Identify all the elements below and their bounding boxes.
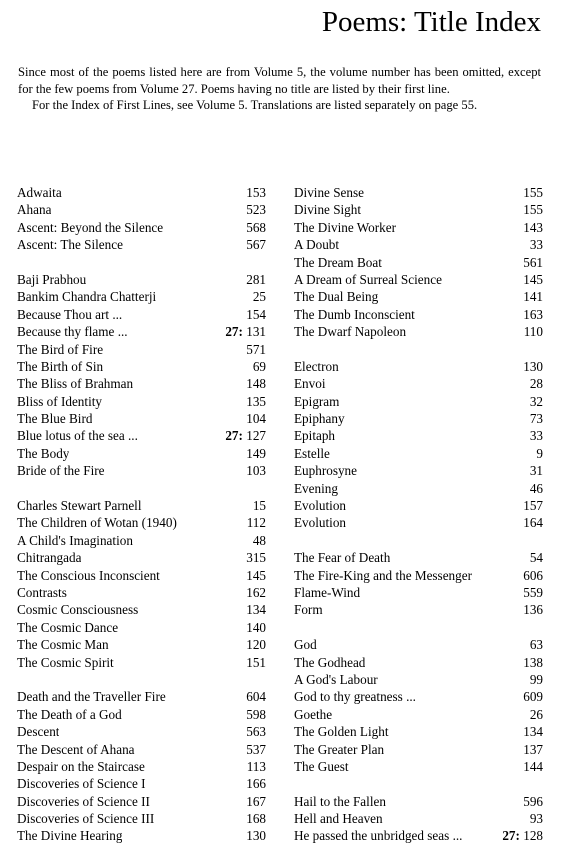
poem-title: God bbox=[294, 637, 317, 653]
index-entry bbox=[294, 393, 543, 410]
page-number: 167 bbox=[246, 793, 266, 809]
index-entry bbox=[17, 810, 266, 827]
index-entry bbox=[294, 236, 543, 253]
page-number: 153 bbox=[246, 185, 266, 200]
section-gap bbox=[294, 532, 543, 549]
index-entry bbox=[17, 445, 266, 462]
index-entry bbox=[294, 793, 543, 810]
index-entry bbox=[294, 758, 543, 775]
index-entry bbox=[17, 723, 266, 740]
poem-title: Ascent: Beyond the Silence bbox=[17, 219, 164, 235]
page-number: 155 bbox=[523, 202, 543, 218]
index-entry bbox=[17, 601, 266, 618]
page-number: 606 bbox=[523, 567, 543, 583]
page-number: 140 bbox=[246, 619, 266, 635]
poem-title: Despair on the Staircase bbox=[17, 758, 145, 774]
poem-title: A Child's Imagination bbox=[17, 532, 133, 548]
poem-title: The Bliss of Brahman bbox=[17, 376, 134, 392]
index-entry bbox=[17, 341, 266, 358]
poem-title: Ahana bbox=[17, 202, 52, 218]
index-entry bbox=[17, 532, 266, 549]
page-number: 73 bbox=[529, 411, 543, 427]
poem-title: Form bbox=[294, 602, 323, 618]
index-entry bbox=[294, 427, 543, 444]
page-number: 135 bbox=[246, 393, 266, 409]
poem-title: Goethe bbox=[294, 706, 333, 722]
index-entry bbox=[17, 549, 266, 566]
poem-title: The Death of a God bbox=[17, 706, 122, 722]
page-number: 104 bbox=[246, 411, 266, 427]
index-entry bbox=[17, 514, 266, 531]
page-number: 32 bbox=[529, 393, 543, 409]
poem-title: Discoveries of Science III bbox=[17, 811, 155, 827]
poem-title: The Birth of Sin bbox=[17, 358, 104, 374]
index-entry bbox=[294, 810, 543, 827]
poem-title: The Dream Boat bbox=[294, 254, 382, 270]
page-number: 134 bbox=[523, 724, 543, 740]
poem-title: The Cosmic Spirit bbox=[17, 654, 114, 670]
index-entry bbox=[17, 793, 266, 810]
index-entry bbox=[294, 358, 543, 375]
index-entry bbox=[17, 741, 266, 758]
poem-title: Baji Prabhou bbox=[17, 271, 87, 287]
index-entry bbox=[17, 201, 266, 218]
index-entry bbox=[294, 688, 543, 705]
index-entry bbox=[17, 619, 266, 636]
index-entry bbox=[294, 741, 543, 758]
page-number: 26 bbox=[529, 706, 543, 722]
index-entry bbox=[17, 775, 266, 792]
page-number: 162 bbox=[246, 584, 266, 600]
index-entry bbox=[17, 184, 266, 201]
page-number: 141 bbox=[523, 289, 543, 305]
index-entry bbox=[17, 236, 266, 253]
index-entry bbox=[17, 323, 266, 340]
poem-title: A Dream of Surreal Science bbox=[294, 271, 442, 287]
poem-title: The Dumb Inconscient bbox=[294, 306, 415, 322]
page-number: 148 bbox=[246, 376, 266, 392]
poem-title: The Dual Being bbox=[294, 289, 379, 305]
volume-number: 27: bbox=[225, 324, 243, 340]
poem-title: Electron bbox=[294, 358, 339, 374]
page-number: 143 bbox=[523, 219, 543, 235]
poem-title: The Divine Worker bbox=[294, 219, 396, 235]
poem-title: Discoveries of Science II bbox=[17, 793, 150, 809]
page-number: 63 bbox=[529, 637, 543, 653]
poem-title: Estelle bbox=[294, 445, 330, 461]
index-entry bbox=[17, 567, 266, 584]
index-entry bbox=[17, 393, 266, 410]
poem-title: Divine Sight bbox=[294, 202, 362, 218]
index-entry bbox=[294, 462, 543, 479]
index-entry bbox=[294, 254, 543, 271]
poem-title: The Blue Bird bbox=[17, 411, 93, 427]
index-entry bbox=[294, 584, 543, 601]
page-number: 28 bbox=[529, 376, 543, 392]
poem-title: The Guest bbox=[294, 758, 349, 774]
section-gap bbox=[17, 671, 266, 688]
poem-title: Evening bbox=[294, 480, 338, 496]
poem-title: The Children of Wotan (1940) bbox=[17, 515, 177, 531]
poem-title: The Cosmic Dance bbox=[17, 619, 119, 635]
page-number: 113 bbox=[246, 758, 266, 774]
page-number: 15 bbox=[252, 498, 266, 514]
section-gap bbox=[17, 254, 266, 271]
volume-number: 27: bbox=[225, 428, 243, 444]
poem-title: The Bird of Fire bbox=[17, 341, 104, 357]
index-entry bbox=[17, 497, 266, 514]
index-entry bbox=[17, 706, 266, 723]
poem-title: He passed the unbridged seas ... bbox=[294, 828, 463, 844]
page-number: 571 bbox=[246, 341, 266, 357]
poem-title: Contrasts bbox=[17, 584, 67, 600]
page-number: 164 bbox=[523, 515, 543, 531]
poem-title: Bankim Chandra Chatterji bbox=[17, 289, 157, 305]
index-entry bbox=[294, 480, 543, 497]
poem-title: The Conscious Inconscient bbox=[17, 567, 160, 583]
index-entry bbox=[17, 271, 266, 288]
index-entry bbox=[294, 601, 543, 618]
page-number: 145 bbox=[246, 567, 266, 583]
index-entry bbox=[294, 654, 543, 671]
page-number: 137 bbox=[523, 741, 543, 757]
poem-title: The Golden Light bbox=[294, 724, 389, 740]
page-number: 151 bbox=[246, 654, 266, 670]
section-gap bbox=[17, 480, 266, 497]
page-number: 145 bbox=[523, 271, 543, 287]
index-entry bbox=[17, 584, 266, 601]
poem-title: Hell and Heaven bbox=[294, 811, 383, 827]
page-number: 103 bbox=[246, 463, 266, 479]
page-number: 523 bbox=[246, 202, 266, 218]
index-entry bbox=[294, 201, 543, 218]
page-number: 537 bbox=[246, 741, 266, 757]
index-entry bbox=[294, 723, 543, 740]
page-number: 559 bbox=[523, 584, 543, 600]
poem-title: Divine Sense bbox=[294, 185, 364, 200]
page-number: 27: 127 bbox=[225, 428, 266, 444]
index-entry bbox=[17, 288, 266, 305]
poem-title: Hail to the Fallen bbox=[294, 793, 386, 809]
page-number: 563 bbox=[246, 724, 266, 740]
poem-title: A Doubt bbox=[294, 237, 340, 253]
poem-title: The Body bbox=[17, 445, 70, 461]
intro-paragraph: For the Index of First Lines, see Volume 5. Translations are listed separately on page 55. bbox=[32, 98, 478, 112]
poem-title: A God's Labour bbox=[294, 671, 378, 687]
poem-title: Charles Stewart Parnell bbox=[17, 498, 142, 514]
page-number: 561 bbox=[523, 254, 543, 270]
page-number: 604 bbox=[246, 689, 266, 705]
page-number: 130 bbox=[246, 828, 266, 844]
page-number: 120 bbox=[246, 637, 266, 653]
index-entry bbox=[294, 497, 543, 514]
page-number: 168 bbox=[246, 811, 266, 827]
page-number: 112 bbox=[246, 515, 266, 531]
index-entry bbox=[17, 358, 266, 375]
poem-title: God to thy greatness ... bbox=[294, 689, 416, 705]
page-number: 598 bbox=[246, 706, 266, 722]
index-entry bbox=[17, 758, 266, 775]
page-number: 281 bbox=[246, 271, 266, 287]
index-entry bbox=[294, 410, 543, 427]
poem-title: Flame-Wind bbox=[294, 584, 361, 600]
index-entry bbox=[294, 827, 543, 844]
index-entry bbox=[294, 514, 543, 531]
index-entry bbox=[294, 549, 543, 566]
page-number: 134 bbox=[246, 602, 266, 618]
poem-title: Because thy flame ... bbox=[17, 324, 128, 340]
page-number: 31 bbox=[529, 463, 543, 479]
poem-title: Epiphany bbox=[294, 411, 345, 427]
index-column-left bbox=[17, 184, 266, 845]
index-entry bbox=[17, 375, 266, 392]
index-entry bbox=[17, 462, 266, 479]
index-entry bbox=[294, 219, 543, 236]
poem-title: The Descent of Ahana bbox=[17, 741, 135, 757]
poem-title: Envoi bbox=[294, 376, 326, 392]
page-number: 144 bbox=[523, 758, 543, 774]
page-number: 93 bbox=[529, 811, 543, 827]
index-entry bbox=[294, 323, 543, 340]
index-entry bbox=[17, 636, 266, 653]
poem-title: Epigram bbox=[294, 393, 340, 409]
page-number: 130 bbox=[523, 358, 543, 374]
index-entry bbox=[294, 184, 543, 201]
poem-title: The Cosmic Man bbox=[17, 637, 109, 653]
section-gap bbox=[294, 341, 543, 358]
index-entry bbox=[294, 706, 543, 723]
poem-title: Evolution bbox=[294, 498, 347, 514]
index-entry bbox=[294, 445, 543, 462]
poem-title: Cosmic Consciousness bbox=[17, 602, 139, 618]
page-number: 69 bbox=[252, 358, 266, 374]
poem-title: The Dwarf Napoleon bbox=[294, 324, 407, 340]
index-entry bbox=[294, 636, 543, 653]
page-number: 9 bbox=[536, 445, 543, 461]
page-number: 609 bbox=[523, 689, 543, 705]
poem-title: The Divine Hearing bbox=[17, 828, 123, 844]
section-gap bbox=[294, 619, 543, 636]
poem-title: Evolution bbox=[294, 515, 347, 531]
page-number: 99 bbox=[529, 671, 543, 687]
poem-title: Bride of the Fire bbox=[17, 463, 105, 479]
index-entry bbox=[17, 827, 266, 844]
index-entry bbox=[294, 288, 543, 305]
poem-title: Descent bbox=[17, 724, 60, 740]
page-number: 33 bbox=[529, 237, 543, 253]
index-entry bbox=[294, 567, 543, 584]
intro-paragraph: Since most of the poems listed here are from Volume 5, the volume number has been omitted, except for the few poems from Volume 27. Poems having no title are listed by their first line. bbox=[18, 65, 541, 96]
index-column-right bbox=[294, 184, 543, 845]
page-number: 166 bbox=[246, 776, 266, 792]
poem-title: Death and the Traveller Fire bbox=[17, 689, 166, 705]
index-entry bbox=[294, 671, 543, 688]
page-number: 154 bbox=[246, 306, 266, 322]
page-number: 149 bbox=[246, 445, 266, 461]
poem-title: Bliss of Identity bbox=[17, 393, 102, 409]
index-entry bbox=[294, 271, 543, 288]
poem-title: The Fire-King and the Messenger bbox=[294, 567, 472, 583]
poem-title: The Fear of Death bbox=[294, 550, 391, 566]
poem-title: Ascent: The Silence bbox=[17, 237, 123, 253]
page-number: 33 bbox=[529, 428, 543, 444]
page-number: 54 bbox=[529, 550, 543, 566]
section-gap bbox=[294, 775, 543, 792]
poem-title: Blue lotus of the sea ... bbox=[17, 428, 138, 444]
poem-title: Epitaph bbox=[294, 428, 336, 444]
index-entry bbox=[17, 219, 266, 236]
page-number: 46 bbox=[529, 480, 543, 496]
volume-number: 27: bbox=[502, 828, 520, 844]
page-number: 27: 128 bbox=[502, 828, 543, 844]
page-number: 163 bbox=[523, 306, 543, 322]
index-entry bbox=[17, 688, 266, 705]
poem-title: Discoveries of Science I bbox=[17, 776, 146, 792]
page-number: 596 bbox=[523, 793, 543, 809]
intro-text bbox=[18, 64, 541, 114]
page-number: 567 bbox=[246, 237, 266, 253]
page-number: 155 bbox=[523, 185, 543, 200]
page-number: 157 bbox=[523, 498, 543, 514]
page-title: Poems: Title Index bbox=[321, 6, 541, 38]
page-number: 27: 131 bbox=[225, 324, 266, 340]
page-number: 568 bbox=[246, 219, 266, 235]
index-entry bbox=[294, 306, 543, 323]
poem-title: The Godhead bbox=[294, 654, 366, 670]
poem-title: The Greater Plan bbox=[294, 741, 385, 757]
page-number: 136 bbox=[523, 602, 543, 618]
page-number: 315 bbox=[246, 550, 266, 566]
page-number: 138 bbox=[523, 654, 543, 670]
poem-title: Euphrosyne bbox=[294, 463, 357, 479]
index-entry bbox=[294, 375, 543, 392]
poem-title: Because Thou art ... bbox=[17, 306, 123, 322]
index-entry bbox=[17, 427, 266, 444]
page-number: 48 bbox=[252, 532, 266, 548]
poem-title: Adwaita bbox=[17, 185, 62, 200]
page-number: 110 bbox=[523, 324, 543, 340]
page-number: 25 bbox=[252, 289, 266, 305]
index-entry bbox=[17, 410, 266, 427]
index-entry bbox=[17, 654, 266, 671]
index-entry bbox=[17, 306, 266, 323]
poem-title: Chitrangada bbox=[17, 550, 82, 566]
